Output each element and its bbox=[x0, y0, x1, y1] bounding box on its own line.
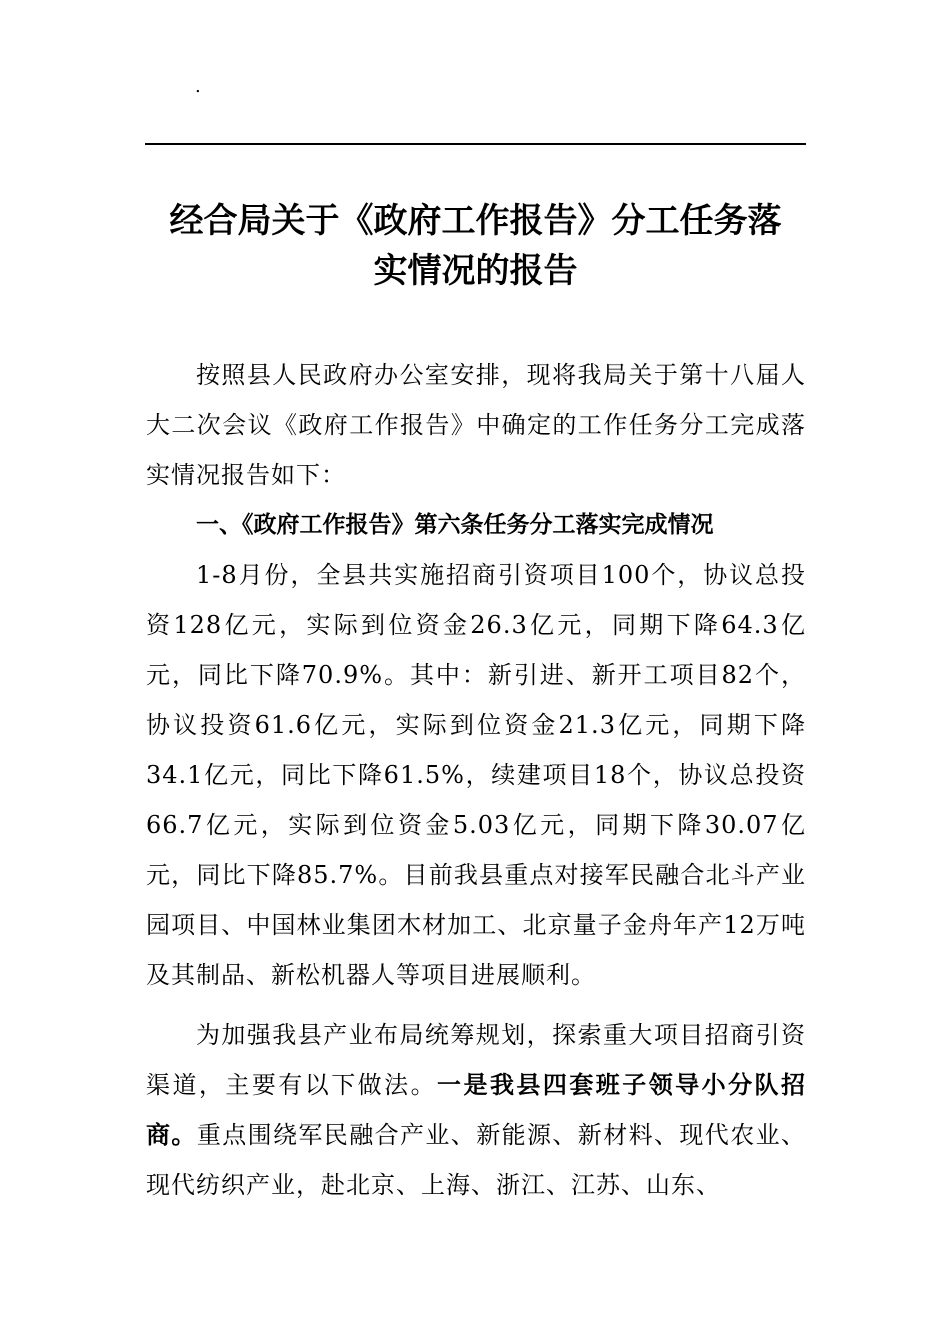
paragraph2-start: 为加强我县产业布局统筹规划，探索重大项目招商引资渠道，主要有以下做法。 bbox=[146, 1021, 806, 1099]
section-heading-1: 一、《政府工作报告》第六条任务分工落实完成情况 bbox=[196, 512, 714, 538]
section1-paragraph-2 bbox=[146, 1010, 806, 1210]
paragraph2-strong: 一是我县四套班子领导小分队招商。 bbox=[146, 1070, 807, 1149]
paragraph2-rest: 重点围绕军民融合产业、新能源、新材料、现代农业、现代纺织产业，赴北京、上海、浙江、江苏、山东、 bbox=[146, 1121, 807, 1199]
header-rule bbox=[145, 143, 806, 145]
header-dot: . bbox=[195, 76, 201, 97]
document-body bbox=[146, 350, 806, 1210]
document-title bbox=[145, 196, 806, 296]
title-line-2: 实情况的报告 bbox=[373, 251, 578, 291]
section1-paragraph-1: 1-8月份，全县共实施招商引资项目100个，协议总投资128亿元，实际到位资金26.3亿元，同期下降64.3亿元，同比下降70.9%。其中：新引进、新开工项目82个，协议投资61.6亿元，实际到位资金21.3亿元，同期下降34.1亿元，同比下降61.5%，续建项目18个，协议总投资66.7亿元，实际到位资金5.03亿元，同期下降30.07亿元，同比下降85.7%。目前我县重点对接军民融合北斗产业园项目、中国林业集团木材加工、北京量子金舟年产12万吨及其制品、新松机器人等项目进展顺利。 bbox=[146, 561, 806, 989]
title-line-1: 经合局关于《政府工作报告》分工任务落 bbox=[169, 201, 782, 241]
intro-paragraph: 按照县人民政府办公室安排，现将我局关于第十八届人大二次会议《政府工作报告》中确定的工作任务分工完成落实情况报告如下： bbox=[146, 361, 806, 489]
paragraph-gap bbox=[146, 1000, 806, 1010]
